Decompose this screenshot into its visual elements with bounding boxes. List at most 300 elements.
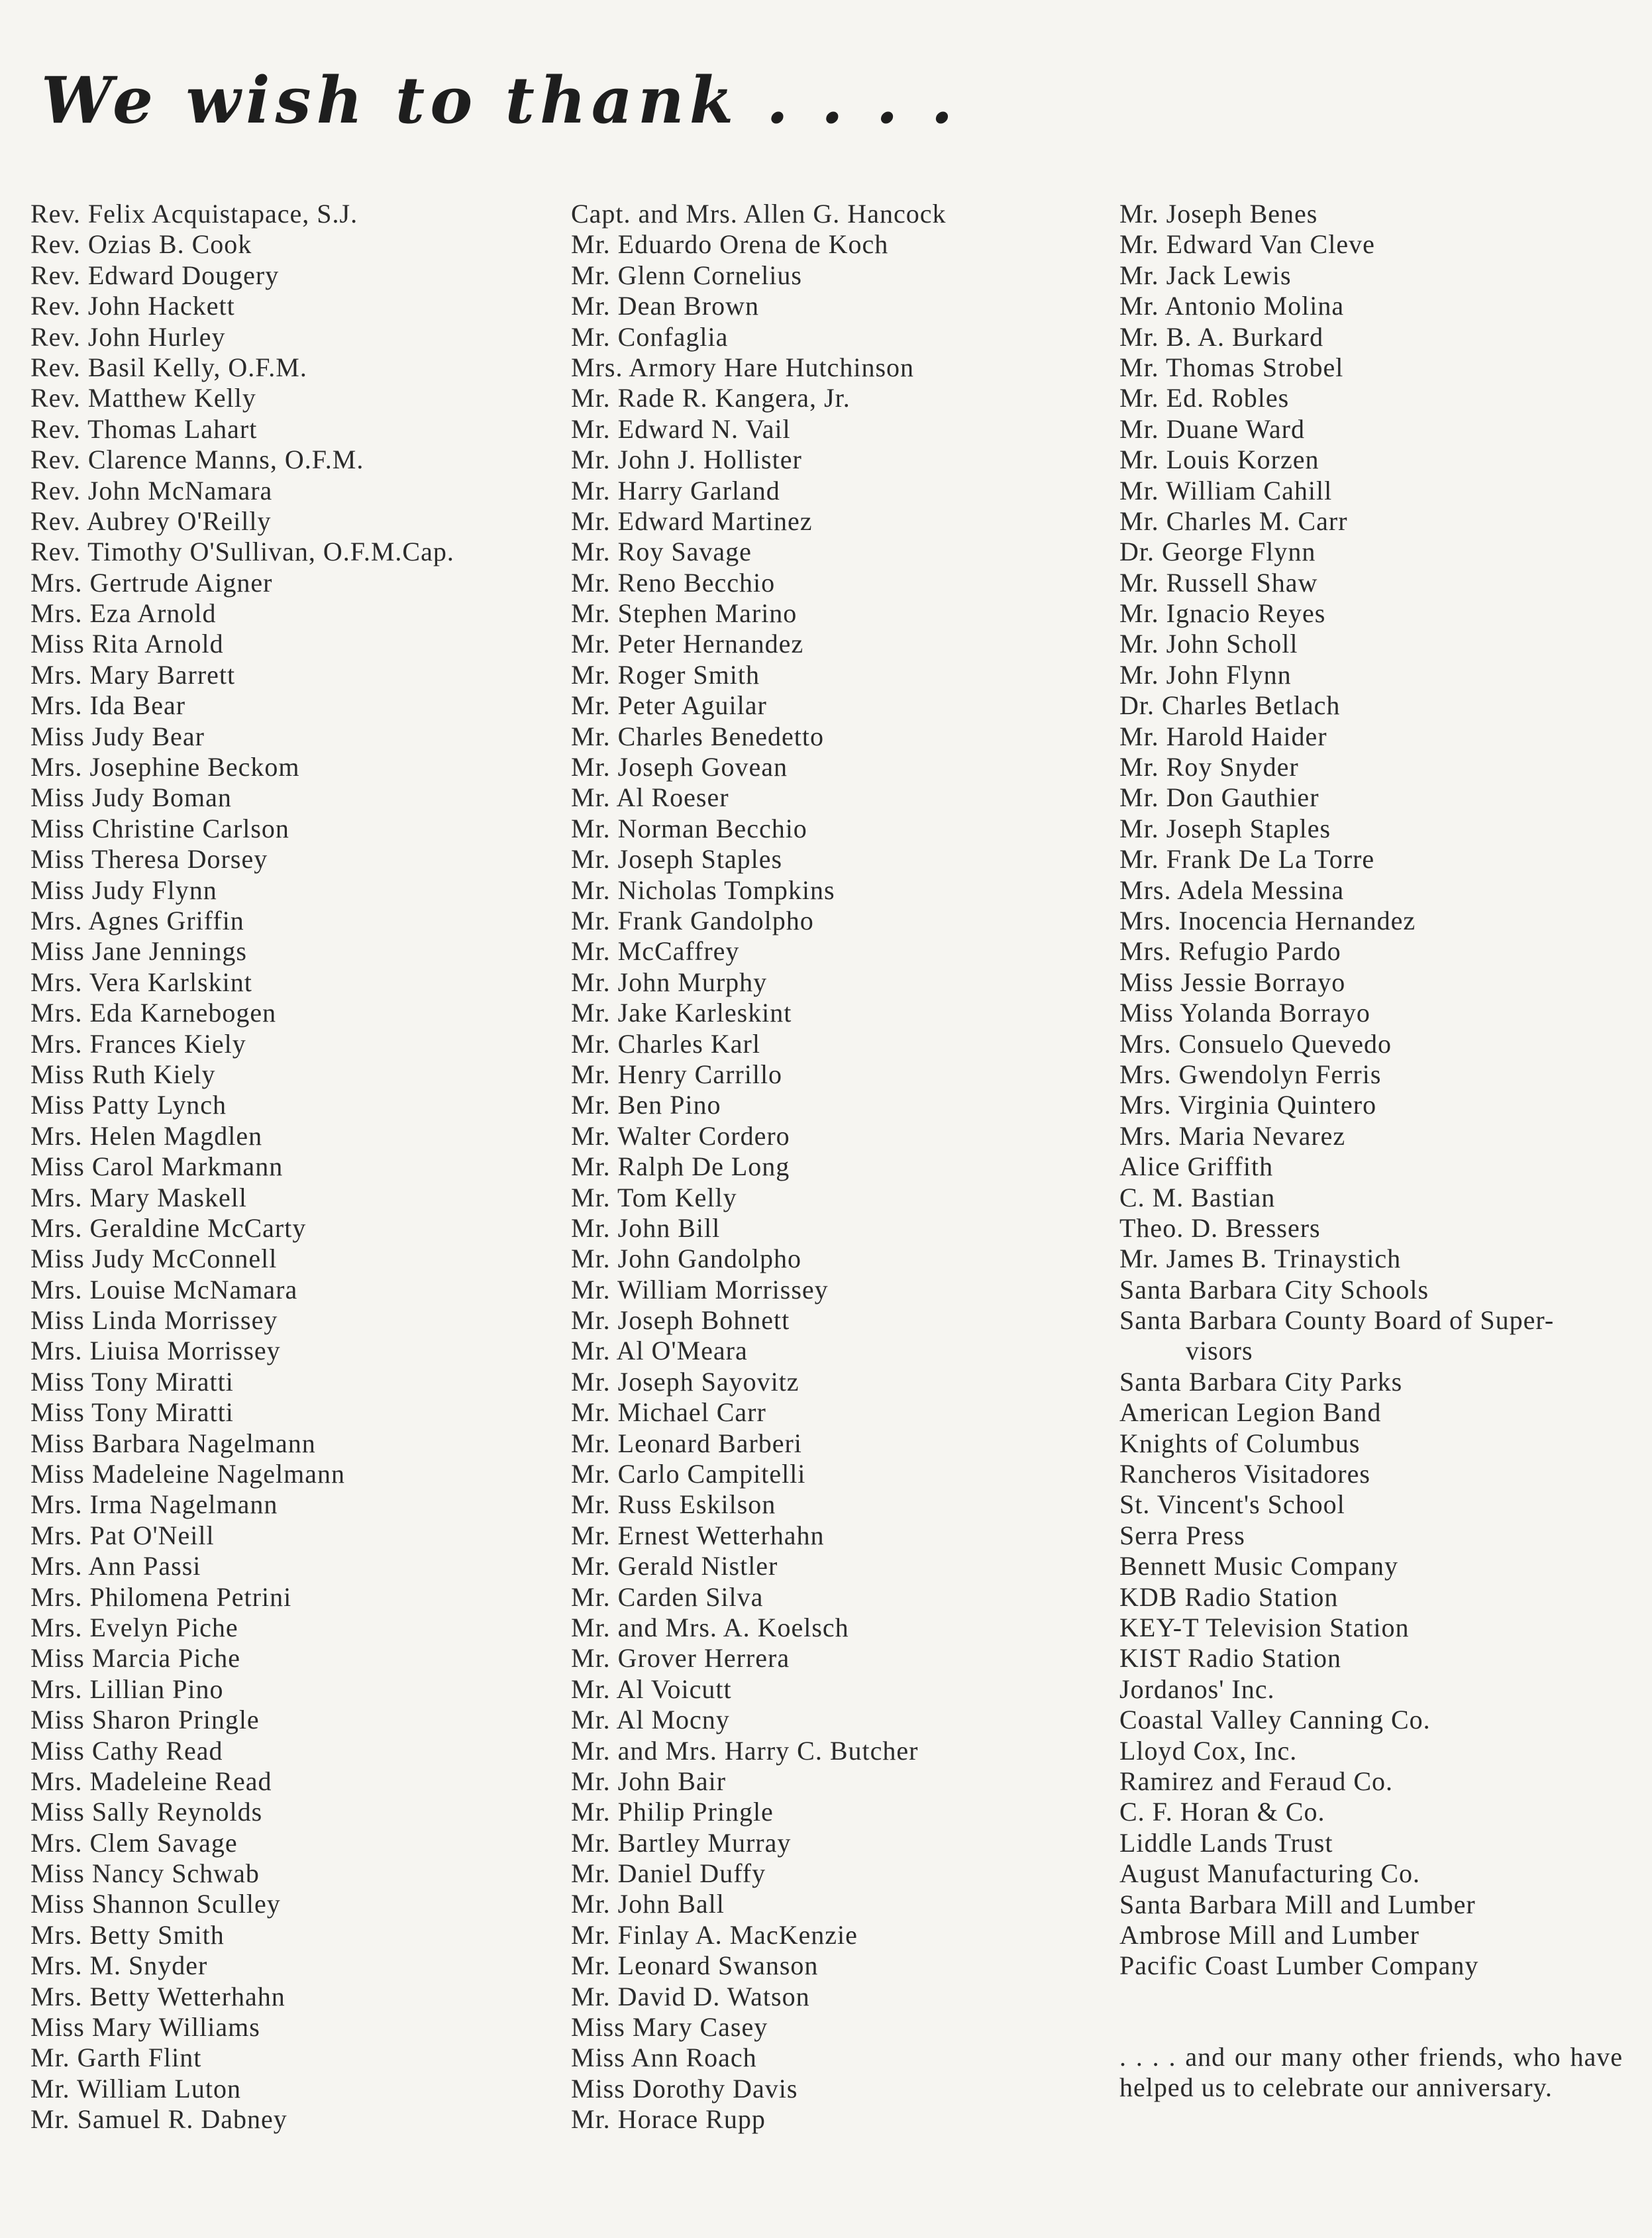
- thanks-entry-text: Mr. Harold Haider: [1119, 721, 1327, 751]
- thanks-entry: [30, 291, 554, 321]
- thanks-entry: [1119, 721, 1636, 752]
- thanks-entry-text: Theo. D. Bressers: [1119, 1212, 1321, 1243]
- thanks-entry: [30, 1797, 554, 1827]
- thanks-entry-text: Coastal Valley Canning Co.: [1119, 1705, 1431, 1735]
- thanks-entry: [1119, 660, 1636, 690]
- thanks-entry-text: Mr. McCaffrey: [571, 936, 740, 967]
- thanks-entry: [571, 1858, 1101, 1889]
- thanks-entry: [30, 1920, 554, 1950]
- thanks-entry: [30, 844, 554, 875]
- thanks-entry-text: Mrs. Lillian Pino: [30, 1674, 224, 1704]
- thanks-entry: [30, 782, 554, 813]
- thanks-entry: [571, 229, 1101, 260]
- thanks-entry-text: Mrs. Mary Maskell: [30, 1182, 247, 1212]
- thanks-entry-text: Mr. Ernest Wetterhahn: [571, 1520, 825, 1550]
- thanks-entry: [571, 199, 1101, 229]
- thanks-entry: [571, 1736, 1101, 1766]
- thanks-entry-text: Mr. William Cahill: [1119, 475, 1333, 506]
- thanks-entry: [571, 752, 1101, 782]
- thanks-entry: [30, 445, 554, 475]
- thanks-entry-text: Mr. Samuel R. Dabney: [30, 2104, 287, 2135]
- thanks-entry: [30, 476, 554, 506]
- thanks-entry: [571, 1889, 1101, 1919]
- thanks-entry: [30, 936, 554, 967]
- thanks-entry-text: Mr. Rade R. Kangera, Jr.: [571, 383, 851, 413]
- thanks-entry: [1119, 1213, 1636, 1244]
- thanks-entry: [1119, 1520, 1636, 1551]
- thanks-entry: [30, 1090, 554, 1120]
- thanks-entry: [30, 1551, 554, 1581]
- thanks-entry: [1119, 844, 1636, 875]
- thanks-entry-text: Dr. Charles Betlach: [1119, 690, 1341, 721]
- closing-note: . . . . and our many other friends, who have helped us to celebrate our anniversary.: [1119, 2042, 1623, 2103]
- thanks-entry-text: Mrs. Pat O'Neill: [30, 1520, 215, 1550]
- thanks-entry-text: August Manufacturing Co.: [1119, 1858, 1420, 1889]
- thanks-entry-text: Mrs. M. Snyder: [30, 1950, 208, 1981]
- thanks-entry: [1119, 1858, 1636, 1889]
- thanks-entry: [30, 660, 554, 690]
- thanks-entry-text: Mr. Leonard Swanson: [571, 1950, 819, 1981]
- thanks-entry-text: Mrs. Evelyn Piche: [30, 1612, 238, 1642]
- thanks-entry-text: Mr. Stephen Marino: [571, 598, 798, 629]
- thanks-entry: [571, 1151, 1101, 1182]
- thanks-entry: [30, 1244, 554, 1274]
- thanks-entry: [571, 782, 1101, 813]
- thanks-entry: [1119, 1674, 1636, 1705]
- thanks-entry-text: Miss Tony Miratti: [30, 1397, 234, 1428]
- thanks-entry: [30, 1643, 554, 1674]
- thanks-entry-text: Mrs. Louise McNamara: [30, 1274, 298, 1305]
- thanks-entry: [571, 1766, 1101, 1797]
- thanks-entry-text: Rev. Basil Kelly, O.F.M.: [30, 352, 307, 382]
- thanks-entry-text: Mr. John J. Hollister: [571, 445, 802, 475]
- thanks-entry-text: Mrs. Ann Passi: [30, 1551, 201, 1581]
- thanks-entry-text: Rev. Clarence Manns, O.F.M.: [30, 445, 364, 475]
- thanks-entry-text: Mrs. Clem Savage: [30, 1827, 238, 1858]
- thanks-entry: [30, 414, 554, 445]
- thanks-entry-text: Mr. William Morrissey: [571, 1274, 829, 1305]
- thanks-entry-text: Mr. Ralph De Long: [571, 1151, 790, 1182]
- thanks-entry-text: Mr. Ed. Robles: [1119, 383, 1290, 413]
- thanks-entry: [30, 1766, 554, 1797]
- thanks-entry: [1119, 1275, 1636, 1305]
- thanks-entry: [30, 2074, 554, 2104]
- thanks-entry-text: Miss Madeleine Nagelmann: [30, 1459, 345, 1489]
- thanks-entry-text: Mr. Leonard Barberi: [571, 1428, 802, 1458]
- thanks-entry: [30, 1397, 554, 1428]
- thanks-entry-text: Mrs. Consuelo Quevedo: [1119, 1028, 1392, 1059]
- thanks-entry-text: Mrs. Adela Messina: [1119, 875, 1345, 905]
- thanks-entry-text: Mrs. Vera Karlskint: [30, 967, 252, 997]
- thanks-entry: [1119, 1797, 1636, 1827]
- thanks-entry-text: Mr. Carden Silva: [571, 1581, 764, 1612]
- thanks-entry: [30, 1705, 554, 1735]
- thanks-entry-text: Miss Christine Carlson: [30, 813, 289, 843]
- thanks-entry-text: KEY-T Television Station: [1119, 1613, 1410, 1642]
- thanks-entry-text: Mr. Peter Aguilar: [571, 690, 767, 721]
- thanks-entry-text: Mrs. Maria Nevarez: [1119, 1120, 1346, 1151]
- thanks-entry: [1119, 1059, 1636, 1090]
- thanks-entry: [1119, 752, 1636, 782]
- thanks-entry-text: Santa Barbara Mill and Lumber: [1119, 1889, 1476, 1919]
- thanks-entry: [30, 690, 554, 721]
- thanks-entry-text: Mr. Joseph Benes: [1119, 199, 1318, 229]
- thanks-entry-text: Mr. Peter Hernandez: [571, 629, 804, 659]
- thanks-entry-text: Mrs. Betty Smith: [30, 1919, 225, 1950]
- thanks-entry: [571, 629, 1101, 659]
- thanks-entry: [1119, 1029, 1636, 1059]
- thanks-entry: [571, 814, 1101, 844]
- thanks-entry: [30, 967, 554, 998]
- thanks-entry-text: Rev. Aubrey O'Reilly: [30, 506, 272, 536]
- thanks-entry: [1119, 1613, 1636, 1643]
- thanks-entry: [30, 506, 554, 537]
- thanks-entry-text: Mr. Russell Shaw: [1119, 567, 1318, 598]
- thanks-entry-text: Mr. Al Mocny: [571, 1705, 730, 1735]
- thanks-entry-text: Mr. Glenn Cornelius: [571, 260, 802, 290]
- thanks-entry: [571, 322, 1101, 352]
- thanks-entry-text: Miss Judy Bear: [30, 721, 205, 751]
- thanks-entry-text: Alice Griffith: [1119, 1151, 1274, 1182]
- thanks-entry-text: Miss Yolanda Borrayo: [1119, 998, 1370, 1028]
- thanks-entry: [30, 537, 554, 567]
- thanks-entry-text: Mr. Harry Garland: [571, 475, 780, 506]
- thanks-entry: [571, 690, 1101, 721]
- thanks-entry: [571, 1920, 1101, 1950]
- thanks-entry-text: Mr. Louis Korzen: [1119, 445, 1319, 475]
- thanks-entry-text: Miss Mary Williams: [30, 2012, 260, 2043]
- thanks-entry: [1119, 1582, 1636, 1613]
- thanks-entry: [571, 1428, 1101, 1459]
- thanks-entry-text: Mrs. Agnes Griffin: [30, 905, 244, 935]
- thanks-entry-text: Pacific Coast Lumber Company: [1119, 1950, 1479, 1981]
- thanks-entry: [1119, 1920, 1636, 1950]
- thanks-entry-text: Miss Ruth Kiely: [30, 1059, 216, 1089]
- thanks-entry-text: Ambrose Mill and Lumber: [1119, 1919, 1420, 1950]
- thanks-entry-continuation: visors: [1186, 1336, 1253, 1366]
- thanks-entry: [571, 476, 1101, 506]
- thanks-entry-text: Mr. Joseph Staples: [571, 844, 783, 875]
- thanks-entry: [1119, 1244, 1636, 1274]
- thanks-entry: [1119, 1090, 1636, 1120]
- thanks-entry-text: Mr. Roy Snyder: [1119, 752, 1299, 782]
- thanks-entry: [571, 1213, 1101, 1244]
- thanks-entry-text: Mrs. Irma Nagelmann: [30, 1489, 278, 1520]
- thanks-entry: [1119, 1305, 1636, 1367]
- thanks-entry: [1119, 1643, 1636, 1674]
- thanks-entry-text: St. Vincent's School: [1119, 1489, 1345, 1520]
- thanks-entry-text: Mr. Charles Karl: [571, 1028, 760, 1059]
- thanks-entry: [1119, 936, 1636, 967]
- thanks-entry-text: Miss Jessie Borrayo: [1119, 967, 1346, 997]
- thanks-entry-text: Mr. Horace Rupp: [571, 2104, 766, 2135]
- thanks-entry: [30, 2104, 554, 2135]
- thanks-entry: [571, 414, 1101, 445]
- thanks-entry-text: Mr. Michael Carr: [571, 1397, 766, 1428]
- thanks-entry: [1119, 506, 1636, 537]
- thanks-entry: [1119, 782, 1636, 813]
- thanks-entry: [1119, 906, 1636, 936]
- thanks-entry-text: Rev. John Hackett: [30, 291, 235, 321]
- thanks-entry: [30, 875, 554, 906]
- thanks-entry-text: Mr. Tom Kelly: [571, 1182, 737, 1212]
- thanks-entry: [1119, 1459, 1636, 1489]
- thanks-entry: [571, 1183, 1101, 1213]
- thanks-entry: [30, 629, 554, 659]
- thanks-entry-text: KDB Radio Station: [1119, 1581, 1339, 1612]
- thanks-entry-text: Miss Theresa Dorsey: [30, 844, 268, 875]
- thanks-entry-text: Rev. John McNamara: [30, 475, 273, 506]
- thanks-entry: [1119, 476, 1636, 506]
- thanks-entry: [1119, 291, 1636, 321]
- thanks-entry-text: Mr. Nicholas Tompkins: [571, 875, 835, 905]
- thanks-entry-text: Mr. Joseph Bohnett: [571, 1305, 790, 1336]
- thanks-entry-text: Miss Marcia Piche: [30, 1643, 240, 1674]
- thanks-entry-text: Mrs. Betty Wetterhahn: [30, 1981, 285, 2011]
- thanks-entry: [30, 1889, 554, 1919]
- thanks-entry-text: Mr. Al Voicutt: [571, 1674, 732, 1704]
- thanks-entry: [30, 1858, 554, 1889]
- thanks-entry: [571, 1520, 1101, 1551]
- thanks-column-1: [30, 199, 554, 2135]
- thanks-entry: [1119, 537, 1636, 567]
- thanks-entry-text: Miss Judy McConnell: [30, 1244, 278, 1274]
- thanks-column-3: [1119, 199, 1636, 1982]
- thanks-entry: [571, 1275, 1101, 1305]
- thanks-entry-text: Rev. Edward Dougery: [30, 260, 280, 290]
- thanks-entry-text: Mr. Norman Becchio: [571, 813, 807, 843]
- thanks-entry-text: Mr. Antonio Molina: [1119, 291, 1345, 321]
- thanks-entry: [571, 1705, 1101, 1735]
- thanks-entry: [30, 1213, 554, 1244]
- thanks-entry-text: Mr. Henry Carrillo: [571, 1059, 783, 1089]
- thanks-entry-text: Mr. John Bair: [571, 1766, 727, 1796]
- thanks-entry: [1119, 1766, 1636, 1797]
- thanks-entry-text: Mr. Charles M. Carr: [1119, 506, 1348, 536]
- thanks-entry-text: C. M. Bastian: [1119, 1182, 1276, 1212]
- thanks-entry-text: Mr. Philip Pringle: [571, 1797, 774, 1827]
- thanks-entry-text: Bennett Music Company: [1119, 1551, 1398, 1581]
- thanks-entry-text: C. F. Horan & Co.: [1119, 1797, 1325, 1827]
- thanks-entry-text: Rev. John Hurley: [30, 321, 226, 352]
- thanks-entry-text: Mrs. Helen Magdlen: [30, 1120, 263, 1151]
- thanks-entry: [571, 1643, 1101, 1674]
- thanks-entry-text: Mr. Edward N. Vail: [571, 413, 791, 444]
- thanks-entry: [30, 352, 554, 383]
- thanks-entry: [571, 721, 1101, 752]
- thanks-entry: [1119, 1183, 1636, 1213]
- thanks-entry: [1119, 568, 1636, 598]
- thanks-entry-text: Rev. Ozias B. Cook: [30, 229, 252, 260]
- thanks-entry-text: Mr. John Ball: [571, 1889, 725, 1919]
- thanks-entry-text: Miss Linda Morrissey: [30, 1305, 278, 1336]
- thanks-entry: [30, 752, 554, 782]
- thanks-entry: [1119, 322, 1636, 352]
- thanks-entry: [571, 844, 1101, 875]
- thanks-entry-text: Mr. Bartley Murray: [571, 1827, 792, 1858]
- thanks-entry-text: Mrs. Philomena Petrini: [30, 1581, 292, 1612]
- thanks-entry: [571, 1367, 1101, 1397]
- thanks-entry: [571, 2012, 1101, 2043]
- thanks-entry: [30, 199, 554, 229]
- thanks-entry-text: Ramirez and Feraud Co.: [1119, 1766, 1393, 1796]
- thanks-entry-text: Mr. Gerald Nistler: [571, 1551, 778, 1581]
- thanks-entry: [1119, 1736, 1636, 1766]
- thanks-entry-text: Jordanos' Inc.: [1119, 1674, 1275, 1704]
- thanks-entry-text: Santa Barbara City Parks: [1119, 1366, 1403, 1397]
- thanks-entry: [30, 1489, 554, 1520]
- thanks-entry-text: Mrs. Gwendolyn Ferris: [1119, 1059, 1382, 1089]
- thanks-entry: [571, 875, 1101, 906]
- thanks-entry-text: Santa Barbara City Schools: [1119, 1274, 1429, 1305]
- thanks-entry: [571, 1397, 1101, 1428]
- thanks-entry-text: Mr. Roger Smith: [571, 659, 760, 690]
- thanks-entry-text: Capt. and Mrs. Allen G. Hancock: [571, 199, 947, 229]
- thanks-entry: [1119, 1151, 1636, 1182]
- thanks-entry-text: Mr. Daniel Duffy: [571, 1858, 766, 1889]
- thanks-entry-text: Miss Ann Roach: [571, 2043, 757, 2073]
- thanks-entry-text: Mr. Carlo Campitelli: [571, 1459, 806, 1489]
- thanks-entry-text: Miss Judy Boman: [30, 782, 232, 813]
- thanks-entry: [1119, 1397, 1636, 1428]
- thanks-entry: [30, 1736, 554, 1766]
- thanks-entry: [30, 1828, 554, 1858]
- thanks-entry: [571, 1582, 1101, 1613]
- thanks-entry: [571, 998, 1101, 1028]
- thanks-entry: [30, 1674, 554, 1705]
- thanks-entry: [1119, 1489, 1636, 1520]
- thanks-entry: [30, 1520, 554, 1551]
- thanks-entry-text: Mr. Al O'Meara: [571, 1336, 748, 1366]
- thanks-entry-text: Miss Tony Miratti: [30, 1366, 234, 1397]
- thanks-entry: [571, 2043, 1101, 2073]
- thanks-entry: [571, 598, 1101, 629]
- thanks-entry-text: Miss Judy Flynn: [30, 875, 217, 905]
- thanks-entry-text: Mr. Frank De La Torre: [1119, 844, 1375, 875]
- thanks-entry: [571, 352, 1101, 383]
- thanks-entry: [30, 322, 554, 352]
- thanks-entry: [571, 1305, 1101, 1336]
- thanks-entry-text: Mr. Walter Cordero: [571, 1120, 790, 1151]
- thanks-entry: [571, 967, 1101, 998]
- thanks-column-2: [571, 199, 1101, 2135]
- thanks-entry: [571, 1121, 1101, 1151]
- thanks-entry: [1119, 1828, 1636, 1858]
- thanks-entry: [1119, 1950, 1636, 1981]
- thanks-entry-text: Miss Barbara Nagelmann: [30, 1428, 316, 1458]
- thanks-entry-text: Mr. John Scholl: [1119, 629, 1298, 659]
- thanks-entry-text: Miss Mary Casey: [571, 2012, 768, 2043]
- thanks-entry-text: Mr. John Murphy: [571, 967, 768, 997]
- thanks-entry: [30, 1121, 554, 1151]
- thanks-entry: [571, 537, 1101, 567]
- thanks-entry-text: Mr. Russ Eskilson: [571, 1489, 776, 1520]
- thanks-entry: [571, 445, 1101, 475]
- thanks-entry: [30, 1582, 554, 1613]
- thanks-entry-text: Mr. John Flynn: [1119, 659, 1292, 690]
- thanks-entry-text: Rev. Felix Acquistapace, S.J.: [30, 199, 358, 229]
- thanks-entry: [30, 568, 554, 598]
- thanks-entry-text: Mr. Garth Flint: [30, 2043, 202, 2073]
- thanks-entry-text: Miss Sally Reynolds: [30, 1797, 263, 1827]
- thanks-entry-text: Mr. Jack Lewis: [1119, 260, 1292, 290]
- thanks-entry: [30, 1982, 554, 2012]
- thanks-entry-text: Mr. Edward Van Cleve: [1119, 229, 1375, 260]
- thanks-entry: [571, 2074, 1101, 2104]
- thanks-entry-text: Mr. Duane Ward: [1119, 413, 1305, 444]
- thanks-entry-text: Rev. Matthew Kelly: [30, 383, 256, 413]
- thanks-entry-text: Mrs. Inocencia Hernandez: [1119, 905, 1416, 935]
- thanks-entry: [1119, 1890, 1636, 1920]
- thanks-entry: [1119, 352, 1636, 383]
- thanks-entry-text: Mr. Joseph Staples: [1119, 813, 1331, 843]
- thanks-entry-text: American Legion Band: [1119, 1397, 1382, 1428]
- thanks-entry: [30, 1336, 554, 1366]
- thanks-entry: [571, 1029, 1101, 1059]
- thanks-entry: [1119, 598, 1636, 629]
- thanks-entry: [571, 260, 1101, 291]
- thanks-entry-text: Mr. Confaglia: [571, 321, 729, 352]
- thanks-entry-text: Mr. Frank Gandolpho: [571, 905, 814, 935]
- thanks-entry: [30, 1613, 554, 1643]
- thanks-entry: [30, 1428, 554, 1459]
- thanks-entry-text: Mrs. Virginia Quintero: [1119, 1090, 1377, 1120]
- thanks-entry-text: Mr. Joseph Sayovitz: [571, 1366, 800, 1397]
- thanks-entry-text: Mrs. Josephine Beckom: [30, 752, 300, 782]
- thanks-entry: [30, 1059, 554, 1090]
- thanks-entry-text: Mrs. Frances Kiely: [30, 1028, 246, 1059]
- thanks-entry-text: Miss Shannon Sculley: [30, 1889, 281, 1919]
- thanks-entry: [571, 1244, 1101, 1274]
- thanks-entry: [30, 1183, 554, 1213]
- thanks-entry: [30, 906, 554, 936]
- thanks-entry-text: Mrs. Ida Bear: [30, 690, 186, 721]
- thanks-entry: [30, 383, 554, 413]
- thanks-entry-text: Mr. Eduardo Orena de Koch: [571, 229, 889, 260]
- thanks-entry-text: Miss Cathy Read: [30, 1735, 223, 1766]
- thanks-entry-text: Mr. B. A. Burkard: [1119, 321, 1324, 352]
- thanks-entry: [571, 1950, 1101, 1981]
- thanks-entry: [571, 506, 1101, 537]
- thanks-entry: [571, 936, 1101, 967]
- thanks-entry: [30, 814, 554, 844]
- thanks-entry: [1119, 199, 1636, 229]
- thanks-entry: [30, 260, 554, 291]
- thanks-entry: [1119, 445, 1636, 475]
- thanks-entry: [571, 906, 1101, 936]
- thanks-entry-text: Miss Rita Arnold: [30, 629, 224, 659]
- thanks-entry: [30, 1459, 554, 1489]
- thanks-entry: [571, 1613, 1101, 1643]
- thanks-entry: [571, 1828, 1101, 1858]
- thanks-entry-text: Mrs. Eda Karnebogen: [30, 998, 277, 1028]
- thanks-entry-text: Mrs. Armory Hare Hutchinson: [571, 352, 915, 382]
- thanks-entry-text: KIST Radio Station: [1119, 1643, 1342, 1674]
- thanks-entry-text: Mr. James B. Trinaystich: [1119, 1244, 1402, 1274]
- thanks-entry: [1119, 1705, 1636, 1735]
- thanks-entry-text: Mr. Grover Herrera: [571, 1643, 790, 1674]
- thanks-entry: [1119, 1367, 1636, 1397]
- thanks-entry-text: Miss Carol Markmann: [30, 1151, 284, 1182]
- thanks-entry-text: Miss Patty Lynch: [30, 1090, 227, 1120]
- thanks-entry: [1119, 875, 1636, 906]
- thanks-entry: [30, 1367, 554, 1397]
- thanks-entry: [30, 229, 554, 260]
- thanks-entry-text: Mr. Ignacio Reyes: [1119, 598, 1326, 629]
- thanks-entry-text: Mrs. Refugio Pardo: [1119, 936, 1341, 967]
- thanks-entry-text: Mr. Don Gauthier: [1119, 782, 1319, 813]
- thanks-entry-text: Mr. Joseph Govean: [571, 752, 788, 782]
